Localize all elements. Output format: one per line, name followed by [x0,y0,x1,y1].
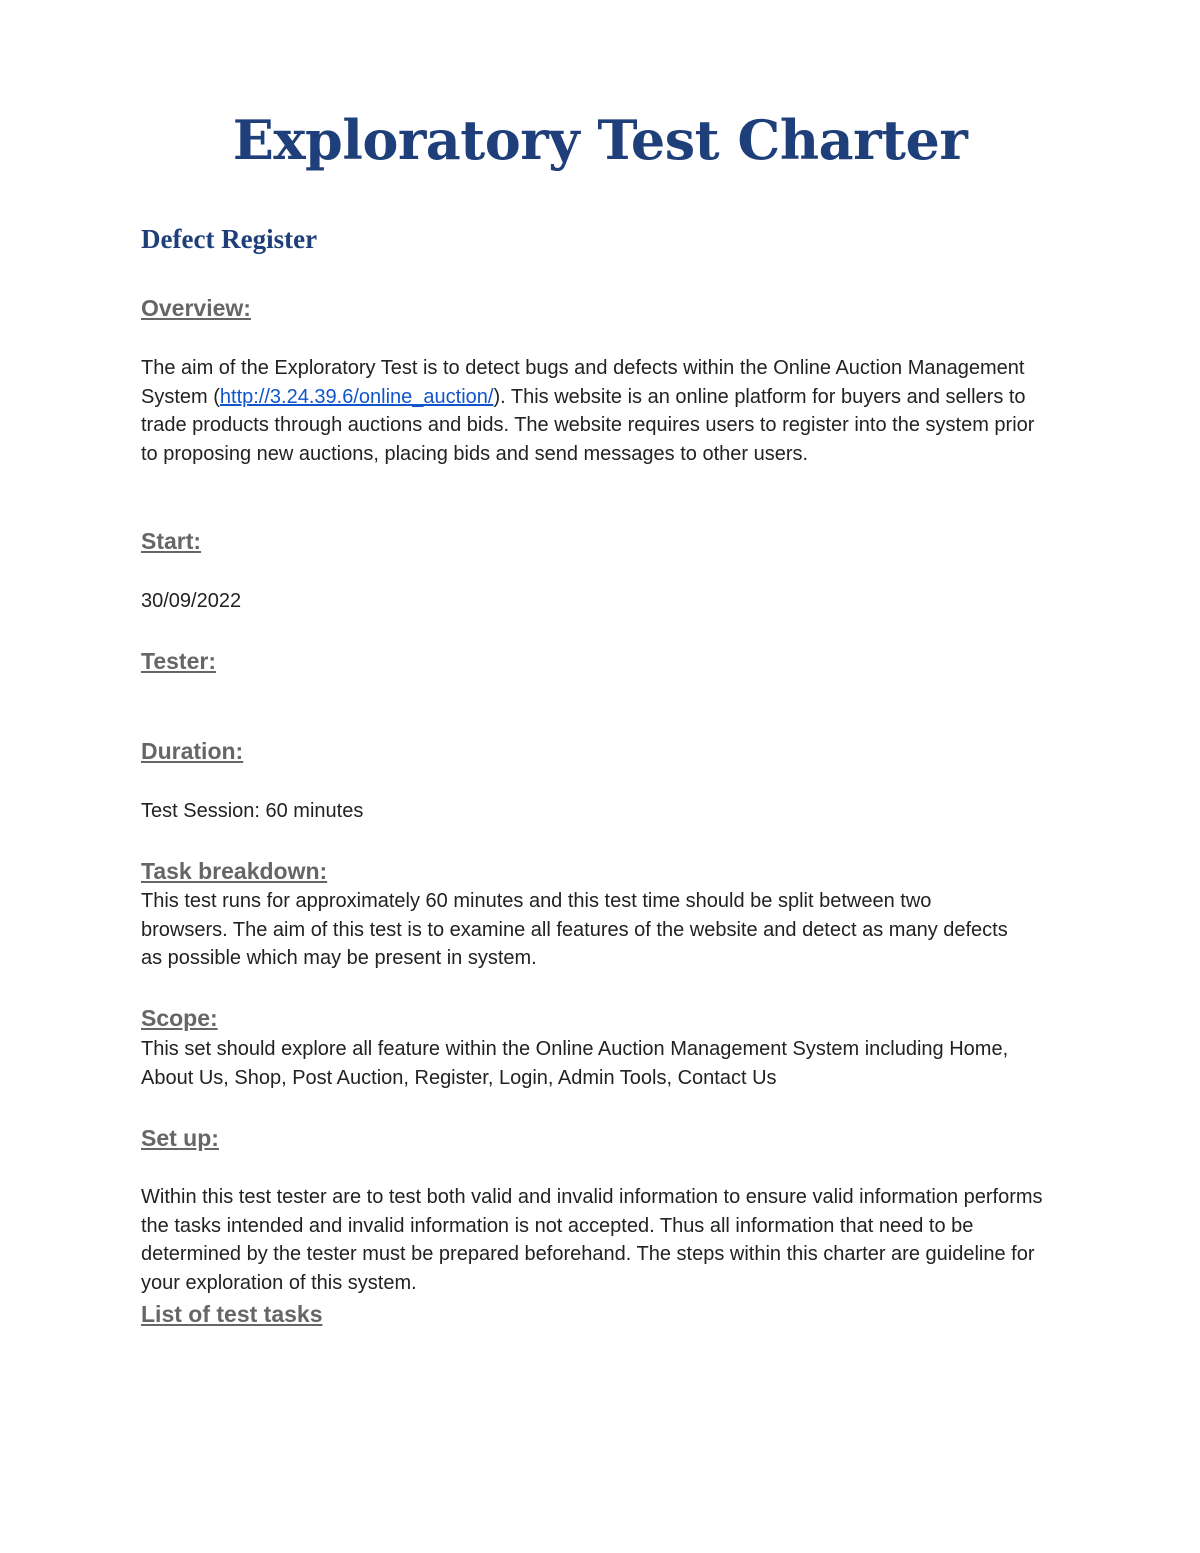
scope-paragraph: This set should explore all feature within the Online Auction Management System including Home, About Us, Shop, Post Auction, Register, Login, Admin Tools, Contact Us [141,1038,1009,1089]
setup-heading: Set up: [141,1125,219,1151]
start-date: 30/09/2022 [141,590,242,612]
tester-heading: Tester: [141,648,216,674]
overview-paragraph [141,354,1041,468]
document-title: Exploratory Test Charter [232,108,968,172]
task-breakdown-paragraph: This test runs for approximately 60 minutes and this test time should be split between two browsers. The aim of this test is to examine all features of the website and detect as many defects as possible which may be present in system. [141,890,1008,969]
setup-paragraph: Within this test tester are to test both valid and invalid information to ensure valid information performs the tasks intended and invalid information is not accepted. Thus all information that need to be determined by the tester must be prepared beforehand. The steps within this charter are guideline for your exploration of this system. [141,1186,1043,1294]
overview-text-before-link: The aim of the Exploratory Test is to detect bugs and defects within the Online Auction Management System ( [141,357,1025,408]
scope-heading: Scope: [141,1005,218,1031]
overview-heading: Overview: [141,295,251,321]
task-breakdown-heading: Task breakdown: [141,858,328,884]
test-tasks-heading: List of test tasks [141,1301,323,1327]
duration-value: Test Session: 60 minutes [141,800,364,822]
overview-text-after-link: ). This website is an online platform for buyers and sellers to trade products through auctions and bids. The website requires users to register into the system prior to proposing new auctions, placing bids and send messages to other users. [141,385,1035,465]
document-subtitle: Defect Register [141,224,318,254]
online-auction-link[interactable]: http://3.24.39.6/online_auction/ [219,385,494,408]
start-heading: Start: [141,528,202,554]
duration-heading: Duration: [141,738,244,764]
